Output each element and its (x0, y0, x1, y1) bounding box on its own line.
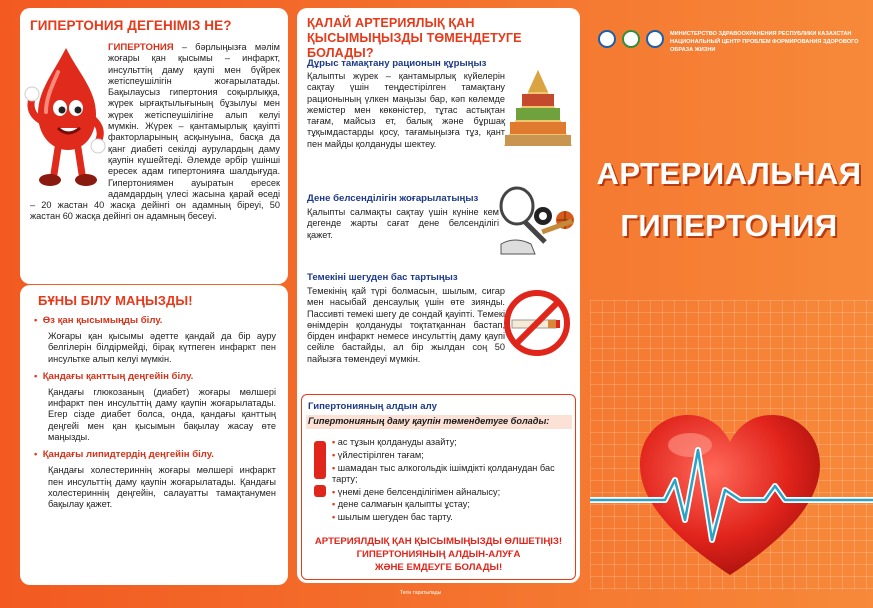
exclamation-icon (310, 441, 330, 499)
prevention-subtitle: Гипертонияның даму қаупін төмендетуге болады: (308, 416, 550, 426)
intro-paragraph (30, 42, 280, 223)
bullet-icon: • (34, 370, 38, 382)
ministry-header: МИНИСТЕРСТВО ЗДРАВООХРАНЕНИЯ РЕСПУБЛИКИ КАЗАХСТАН НАЦИОНАЛЬНЫЙ ЦЕНТР ПРОБЛЕМ ФОРМИРОВАНИЯ ЗДОРОВОГО ОБРАЗА ЖИЗНИ (670, 31, 859, 53)
section-title: ГИПЕРТОНИЯ ДЕГЕНІМІЗ НЕ? (30, 18, 232, 33)
sports-equipment-icon (497, 184, 577, 262)
list-item: • дене салмағын қалыпты ұстау; (332, 499, 470, 510)
bullet-icon: • (332, 449, 338, 460)
list-item (34, 315, 276, 365)
item-title: Қандағы қанттың деңгейін білу. (42, 370, 194, 382)
bullet-icon: • (332, 512, 338, 523)
item-title: Қандағы липидтердің деңгейін білу. (42, 449, 214, 461)
intro-text: – бәрлыңызға мәлім жоғары қан қысымы – инфаркт, инсульттің даму қаупі мен бүйрек жетіспеушілігін жоғарылатады. Бақылаусыз гипертония соқырлыққа, жүрек ырғақтылығының бұзылуы мен жүрек жетіспеушілігіне алып келуі мүмкін. Жүрек – қантамырлық қауіпті факторларының асқынуына, басқа да қанг диабеті секілді аурулардың даму қаупін күшейтеді. Әлемде әрбір үшінші ересек адам гипертонияға шалдығуда. Гипертониямен ауыратын ересек адамдардың үлесі жасына қарай өседі – 20 жастан 40 жасқа дейінгі он адамның біреуі, 50 жастан 60 жасқа дейінгі он адамның бесеуі. (30, 42, 280, 222)
item-title: Өз қан қысымыңды білу. (42, 315, 163, 326)
list-item: • шылым шегуден бас тарту. (332, 512, 453, 523)
list-item: • ас тұзын қолдануды азайту; (332, 437, 457, 447)
intro-bold-term: ГИПЕРТОНИЯ (108, 42, 174, 53)
list-item (34, 449, 276, 510)
subsection-title: Дене белсенділігін жоғарылатыңыз (307, 193, 479, 204)
panel-important-to-know (20, 285, 288, 585)
item-text: Жоғары қан қысымы әдетте қандай да бір ауру белгілерін білдірмейді, бірақ күтпеген инфаркт пен инсультке алып келуі мүмкін. (48, 331, 276, 364)
panel-how-to-lower-pressure (297, 8, 580, 583)
family-logo-icon (598, 30, 616, 48)
list-item: • үнемі дене белсенділігімен айналысу; (332, 486, 501, 497)
list-item: • шамадан тыс алкогольдік ішімдікті қолданудан бас тарту; (332, 462, 555, 484)
cover-title: АРТЕРИАЛЬНАЯ ГИПЕРТОНИЯ (596, 156, 862, 243)
call-to-action: АРТЕРИЯЛДЫҚ ҚАН ҚЫСЫМЫҢЫЗДЫ ӨЛШЕТІҢІЗ! ГИПЕРТОНИЯНЫҢ АЛДЫН-АЛУҒА ЖӘНЕ ЕМДЕУГЕ БОЛАДЫ! (314, 536, 563, 573)
footer-note: Тегін таратылады (400, 590, 442, 596)
bullet-icon: • (332, 499, 338, 510)
section-title: ҚАЛАЙ АРТЕРИЯЛЫҚ ҚАН ҚЫСЫМЫҢЫЗДЫ ТӨМЕНДЕТУГЕ БОЛАДЫ? (307, 16, 522, 60)
section-title: БҰНЫ БІЛУ МАҢЫЗДЫ! (38, 293, 193, 308)
prevention-title: Гипертонияның алдын алу (308, 401, 437, 412)
no-smoking-icon (502, 288, 572, 358)
bullet-icon: • (332, 462, 338, 473)
prevention-box (301, 394, 576, 580)
item-text: Қандағы глюкозаның (диабет) жоғары мөлшері инфаркт пен инсульттің даму қаупін жоғарылатады. Егер сізде диабет болса, онда, қандағы қанттың деңгейі мен қан қысымын бақылау жасау өте маңызды. (48, 386, 276, 443)
bullet-icon: • (34, 449, 38, 461)
subsection-text: Қалыпты салмақты сақтау үшін күніне кем дегенде жарты сағат дене белсенділігі қажет. (307, 207, 499, 240)
prevention-list (332, 437, 564, 525)
bullet-icon: • (332, 486, 338, 497)
bullet-icon: • (332, 437, 338, 447)
list-item: • үйлестірілген тағам; (332, 449, 424, 460)
subsection-text: Қалыпты жүрек – қантамырлық күйелерін сақтау үшін теңдестірілген тамақтану рационының үлкен маңызы бар, кәп көлемде жемістер мен көкөністер, тұтас астықтан тағам, майсыз ет, балық және бұршақ тұқымдастарды қосу, тағамыңызға тұз, қант пен майды қолдануды шектеу. (307, 71, 505, 149)
heart-ekg-icon (590, 390, 873, 590)
ministry-logo-icon (646, 30, 664, 48)
health-logo-icon (622, 30, 640, 48)
panel-what-is-hypertension (20, 8, 288, 284)
bullet-icon: • (34, 315, 38, 326)
list-item (34, 371, 276, 443)
food-pyramid-icon (502, 68, 574, 148)
important-list (34, 315, 276, 511)
item-text: Қандағы холестериннің жоғары мөлшері инфаркт пен инсульттің дамy қаупін жоғарылатады. Қандағы холестериннің деңгейін, салауатты тамақтанумен бақылау қажет. (48, 465, 276, 510)
subsection-title: Дұрыс тамақтану рационын құрыңыз (307, 58, 487, 69)
subsection-title: Темекіні шегуден бас тартыңыз (307, 272, 458, 283)
subsection-text: Темекінің қай түрі болмасын, шылым, сигар мен насыбай денсаулық үшін өте зиянды. Пассивті темекі шегу де сондай қауіпті. Темекі өнімдерін қолдануды тоқтатқаннан бастап, бірден инфаркт немесе инсульттің даму қаупі сейіле бастайды, ал бір жылдан соң 50 пайызға төмендеуі мүмкін. (307, 286, 505, 364)
